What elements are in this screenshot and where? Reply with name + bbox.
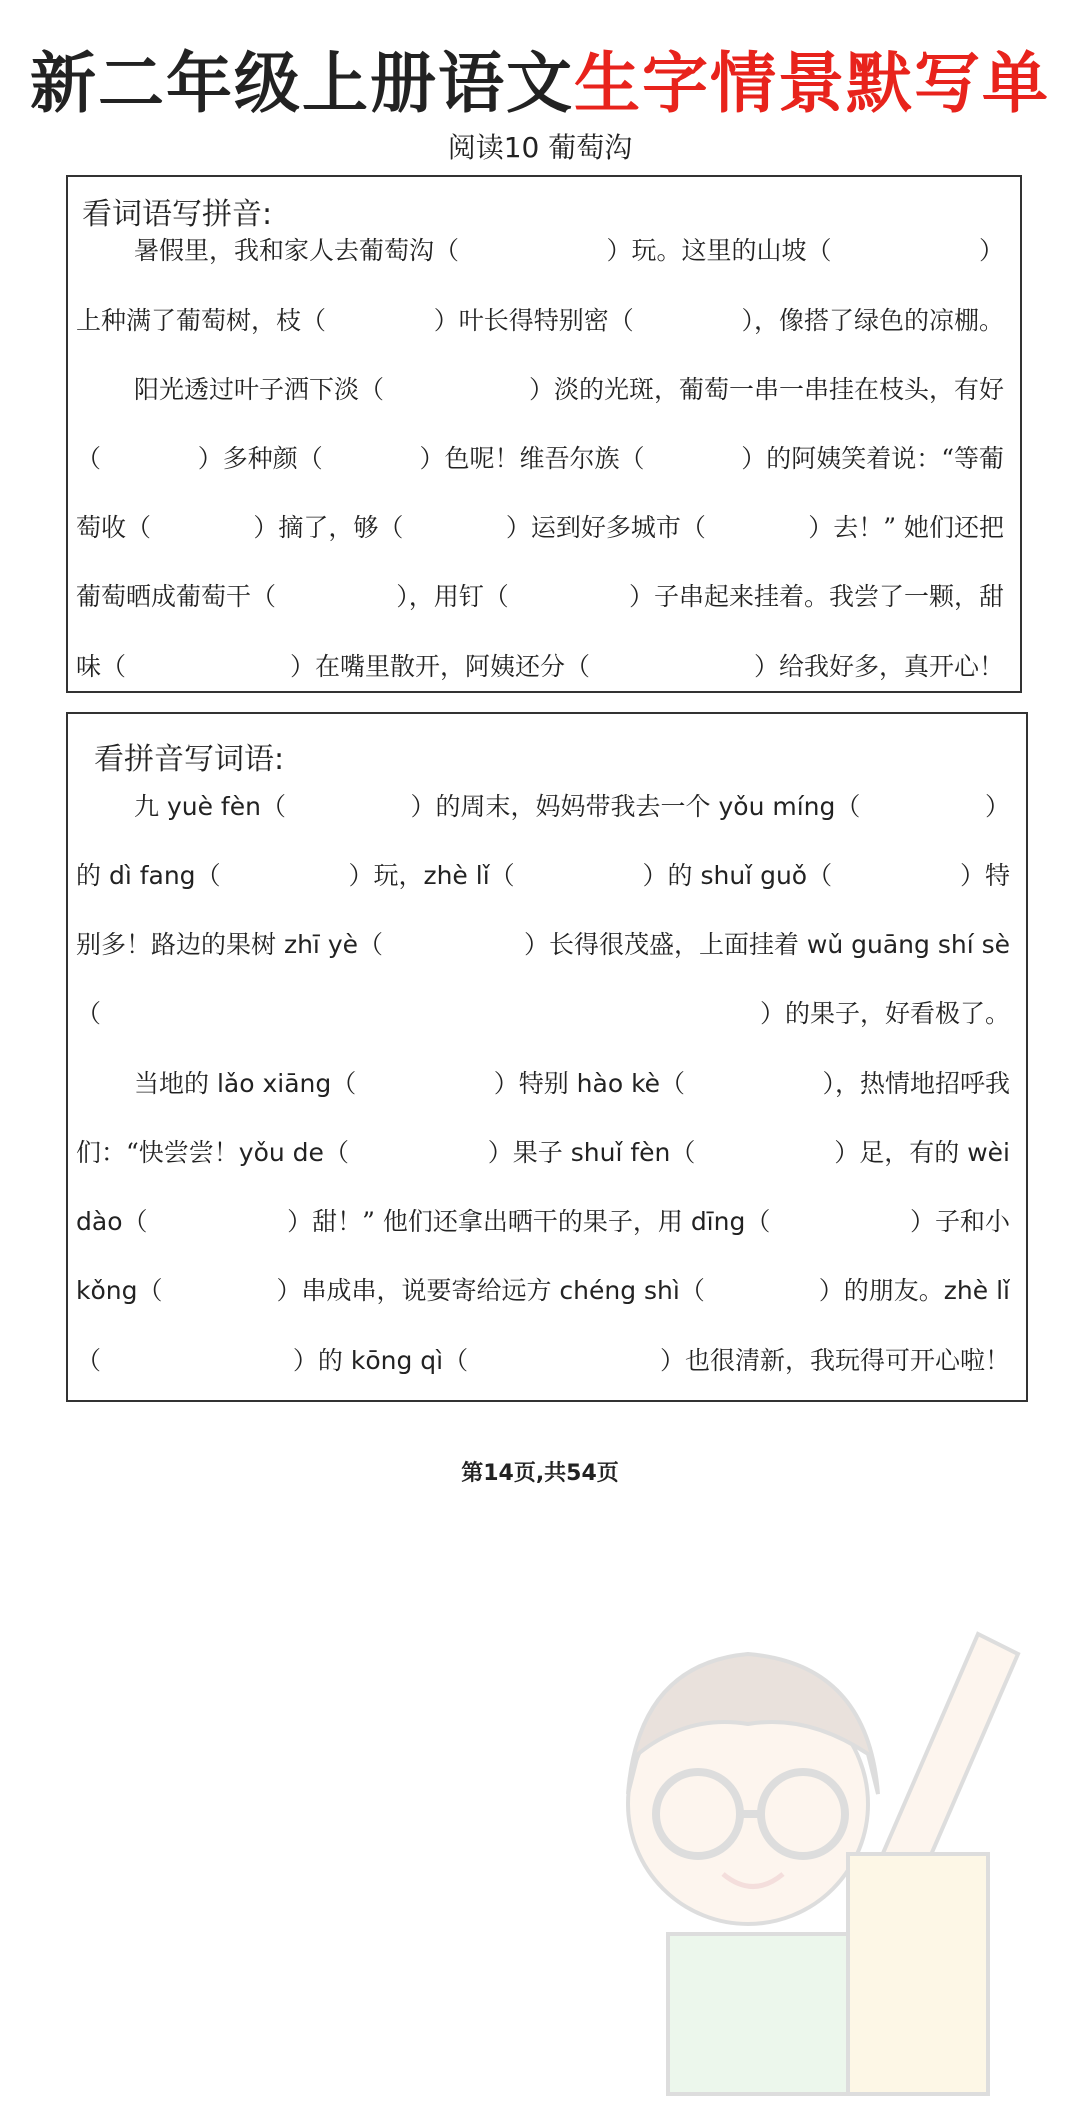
section1-line	[76, 577, 1004, 613]
text-segment: 当地的 lǎo xiāng（	[134, 1069, 357, 1098]
section2-line	[76, 1271, 1010, 1307]
text-segment: ）串成串，说要寄给远方 chéng shì（	[276, 1276, 705, 1305]
text-segment: ），像搭了绿色的凉棚。	[741, 306, 1004, 335]
text-segment: 暑假里，我和家人去葡萄沟（	[134, 236, 460, 265]
text-segment: ）的阿姨笑着说：“等葡	[741, 444, 1004, 473]
text-segment: ）玩。这里的山坡（	[606, 236, 832, 265]
section2-line	[76, 1341, 1010, 1377]
text-segment: ）运到好多城市（	[505, 513, 706, 542]
text-segment: ），热情地招呼我	[822, 1069, 1010, 1098]
cartoon-girl-watermark	[548, 1554, 1080, 2114]
text-segment: ）的周末，妈妈带我去一个 yǒu míng（	[410, 792, 861, 821]
text-segment: 葡萄晒成葡萄干（	[76, 582, 277, 611]
text-segment: ）色呢！维吾尔族（	[419, 444, 645, 473]
text-segment: 们：“快尝尝！yǒu de（	[76, 1138, 349, 1167]
text-segment: ），用钉（	[396, 582, 509, 611]
text-segment: （	[76, 444, 102, 473]
section1-line	[76, 647, 1004, 683]
text-segment: ）足，有的 wèi	[834, 1138, 1010, 1167]
text-segment: 的 dì fang（	[76, 861, 221, 890]
section2-line	[134, 787, 1010, 823]
page-title	[0, 30, 1080, 125]
text-segment: ）果子 shuǐ fèn（	[487, 1138, 696, 1167]
text-segment: ）的 shuǐ guǒ（	[642, 861, 833, 890]
text-segment: 九 yuè fèn（	[134, 792, 286, 821]
text-segment: 味（	[76, 652, 127, 681]
words-exercise-box	[66, 712, 1028, 1402]
text-segment: ）也很清新，我玩得可开心啦！	[659, 1346, 1010, 1375]
text-segment: ）摘了，够（	[253, 513, 404, 542]
text-segment: （	[76, 999, 102, 1028]
text-segment: dào（	[76, 1207, 148, 1236]
text-segment: ）淡的光斑，葡萄一串一串挂在枝头，有好	[528, 375, 1004, 404]
section2-line	[76, 925, 1010, 961]
text-segment: ）子串起来挂着。我尝了一颗，甜	[628, 582, 1004, 611]
text-segment: 上种满了葡萄树，枝（	[76, 306, 327, 335]
page-number: 第14页,共54页	[461, 1461, 619, 1486]
text-segment: ）的 kōng qì（	[292, 1346, 469, 1375]
title-black: 新二年级上册语文	[30, 45, 574, 122]
section2-line	[76, 856, 1010, 892]
text-segment: （	[76, 1346, 102, 1375]
section1-line	[76, 439, 1004, 475]
section2-line	[76, 994, 1010, 1030]
text-segment: ）	[984, 792, 1010, 821]
section1-heading: 看词语写拼音:	[82, 197, 273, 232]
pinyin-exercise-box	[66, 175, 1022, 693]
section1-line	[76, 301, 1004, 337]
section1-line	[134, 370, 1004, 406]
title-red: 生字情景默写单	[574, 45, 1050, 122]
text-segment: ）去！” 她们还把	[808, 513, 1004, 542]
text-segment: ）甜！” 他们还拿出晒干的果子，用 dīng（	[287, 1207, 771, 1236]
section2-line	[76, 1202, 1010, 1238]
lesson-subtitle: 阅读10 葡萄沟	[447, 131, 633, 164]
text-segment: ）特	[959, 861, 1010, 890]
text-segment: ）	[978, 236, 1004, 265]
section1-line	[76, 508, 1004, 544]
text-segment: ）的朋友。zhè lǐ	[818, 1276, 1010, 1305]
text-segment: ）玩，zhè lǐ（	[348, 861, 515, 890]
text-segment: ）在嘴里散开，阿姨还分（	[289, 652, 590, 681]
section2-line	[76, 1133, 1010, 1169]
text-segment: 别多！路边的果树 zhī yè（	[76, 930, 384, 959]
text-segment: 萄收（	[76, 513, 152, 542]
text-segment: ）的果子，好看极了。	[759, 999, 1010, 1028]
text-segment: ）叶长得特别密（	[433, 306, 634, 335]
section2-heading: 看拼音写词语:	[94, 742, 285, 777]
section2-line	[134, 1064, 1010, 1100]
text-segment: 阳光透过叶子洒下淡（	[134, 375, 385, 404]
section1-line	[134, 231, 1004, 267]
text-segment: ）给我好多，真开心！	[753, 652, 1004, 681]
text-segment: ）长得很茂盛，上面挂着 wǔ guāng shí sè	[523, 930, 1010, 959]
text-segment: ）特别 hào kè（	[493, 1069, 686, 1098]
text-segment: ）多种颜（	[197, 444, 323, 473]
text-segment: kǒng（	[76, 1276, 163, 1305]
text-segment: ）子和小	[909, 1207, 1010, 1236]
